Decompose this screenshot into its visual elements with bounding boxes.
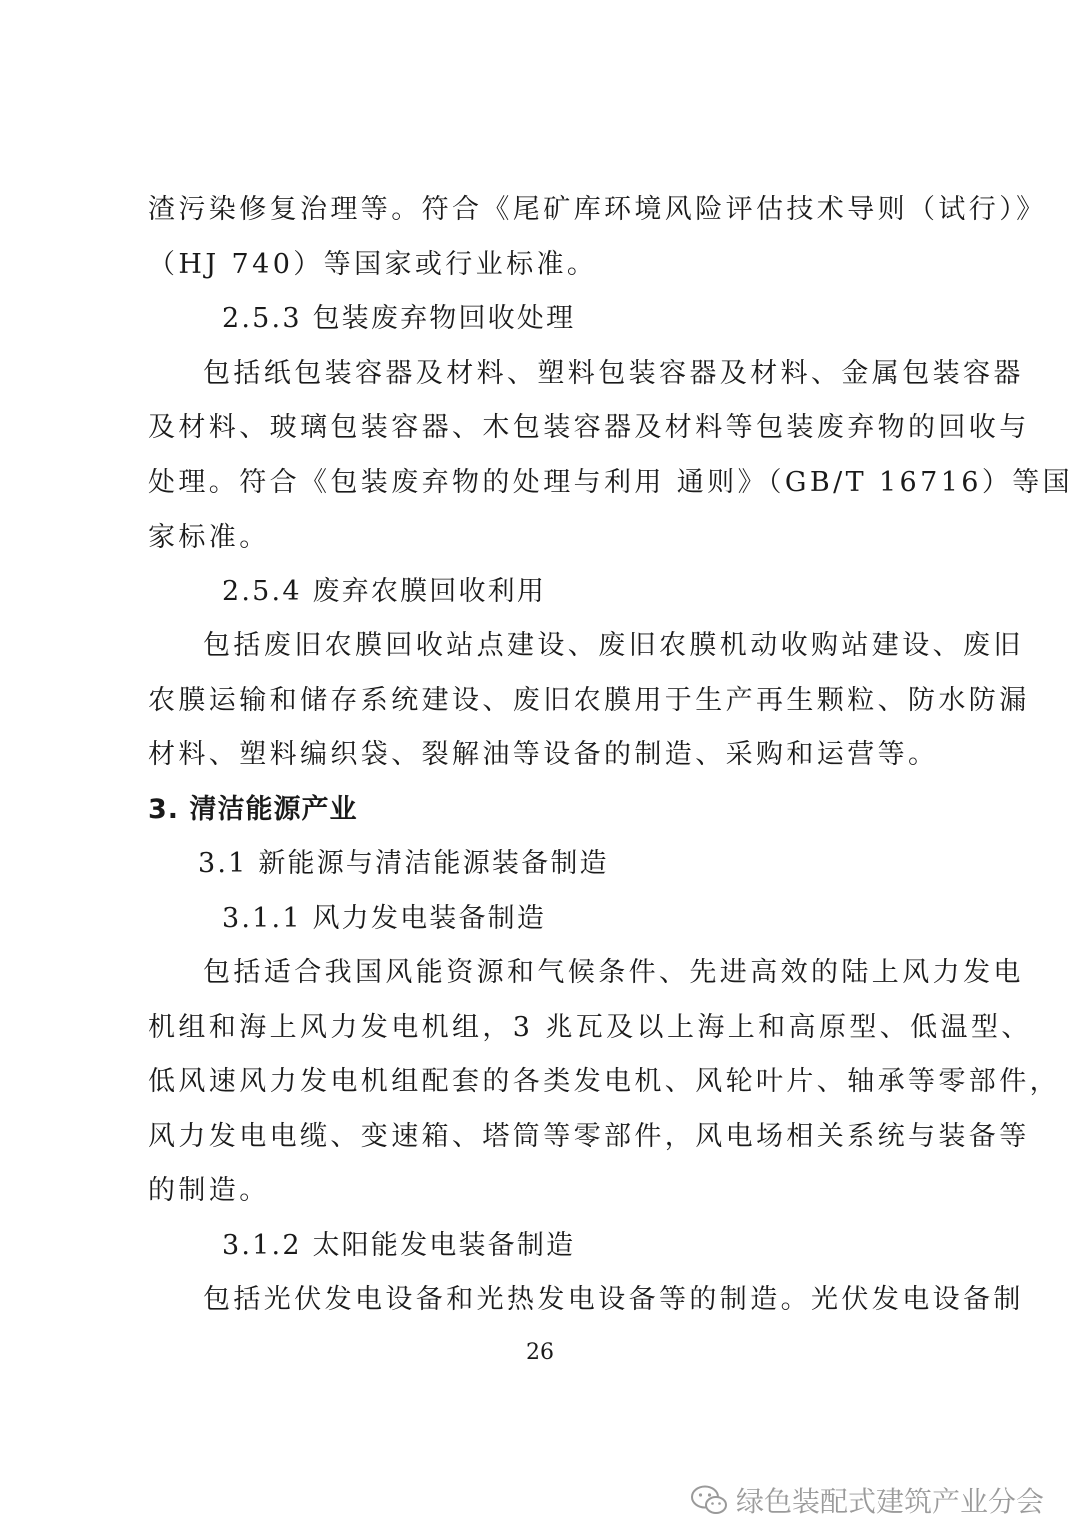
watermark-text: 绿色装配式建筑产业分会 — [735, 1485, 1044, 1518]
text-line: 处理。符合《包装废弃物的处理与利用 通则》（GB/T 16716）等国 — [148, 467, 1074, 498]
section-heading: 2.5.3 包装废弃物回收处理 — [222, 303, 576, 334]
section-heading: 3.1.2 太阳能发电装备制造 — [222, 1230, 576, 1261]
section-heading: 3.1.1 风力发电装备制造 — [222, 903, 547, 934]
text-line: 包括光伏发电设备和光热发电设备等的制造。光伏发电设备制 — [203, 1284, 1024, 1315]
text-line: 农膜运输和储存系统建设、废旧农膜用于生产再生颗粒、防水防漏 — [148, 685, 1030, 716]
text-line: 包括纸包装容器及材料、塑料包装容器及材料、金属包装容器 — [203, 358, 1024, 389]
section-heading: 2.5.4 废弃农膜回收利用 — [222, 576, 547, 607]
text-line: 及材料、玻璃包装容器、木包装容器及材料等包装废弃物的回收与 — [148, 412, 1030, 443]
section-heading: 3.1 新能源与清洁能源装备制造 — [198, 848, 609, 879]
text-line: 包括适合我国风能资源和气候条件、先进高效的陆上风力发电 — [203, 957, 1024, 988]
text-line: 家标准。 — [148, 522, 270, 553]
text-line: 的制造。 — [148, 1175, 270, 1206]
text-line: 材料、塑料编织袋、裂解油等设备的制造、采购和运营等。 — [148, 739, 939, 770]
chapter-heading: 3. 清洁能源产业 — [148, 794, 358, 825]
text-line: 低风速风力发电机组配套的各类发电机、风轮叶片、轴承等零部件， — [148, 1066, 1060, 1097]
watermark — [690, 1480, 1044, 1520]
text-line: 机组和海上风力发电机组，3 兆瓦及以上海上和高原型、低温型、 — [148, 1012, 1032, 1043]
wechat-icon — [690, 1484, 728, 1516]
text-line: 风力发电电缆、变速箱、塔筒等零部件，风电场相关系统与装备等 — [148, 1121, 1030, 1152]
page-number: 26 — [526, 1340, 554, 1365]
text-line: 渣污染修复治理等。符合《尾矿库环境风险评估技术导则（试行）》 — [148, 194, 1047, 225]
text-line: （HJ 740）等国家或行业标准。 — [148, 249, 598, 280]
text-line: 包括废旧农膜回收站点建设、废旧农膜机动收购站建设、废旧 — [203, 630, 1024, 661]
